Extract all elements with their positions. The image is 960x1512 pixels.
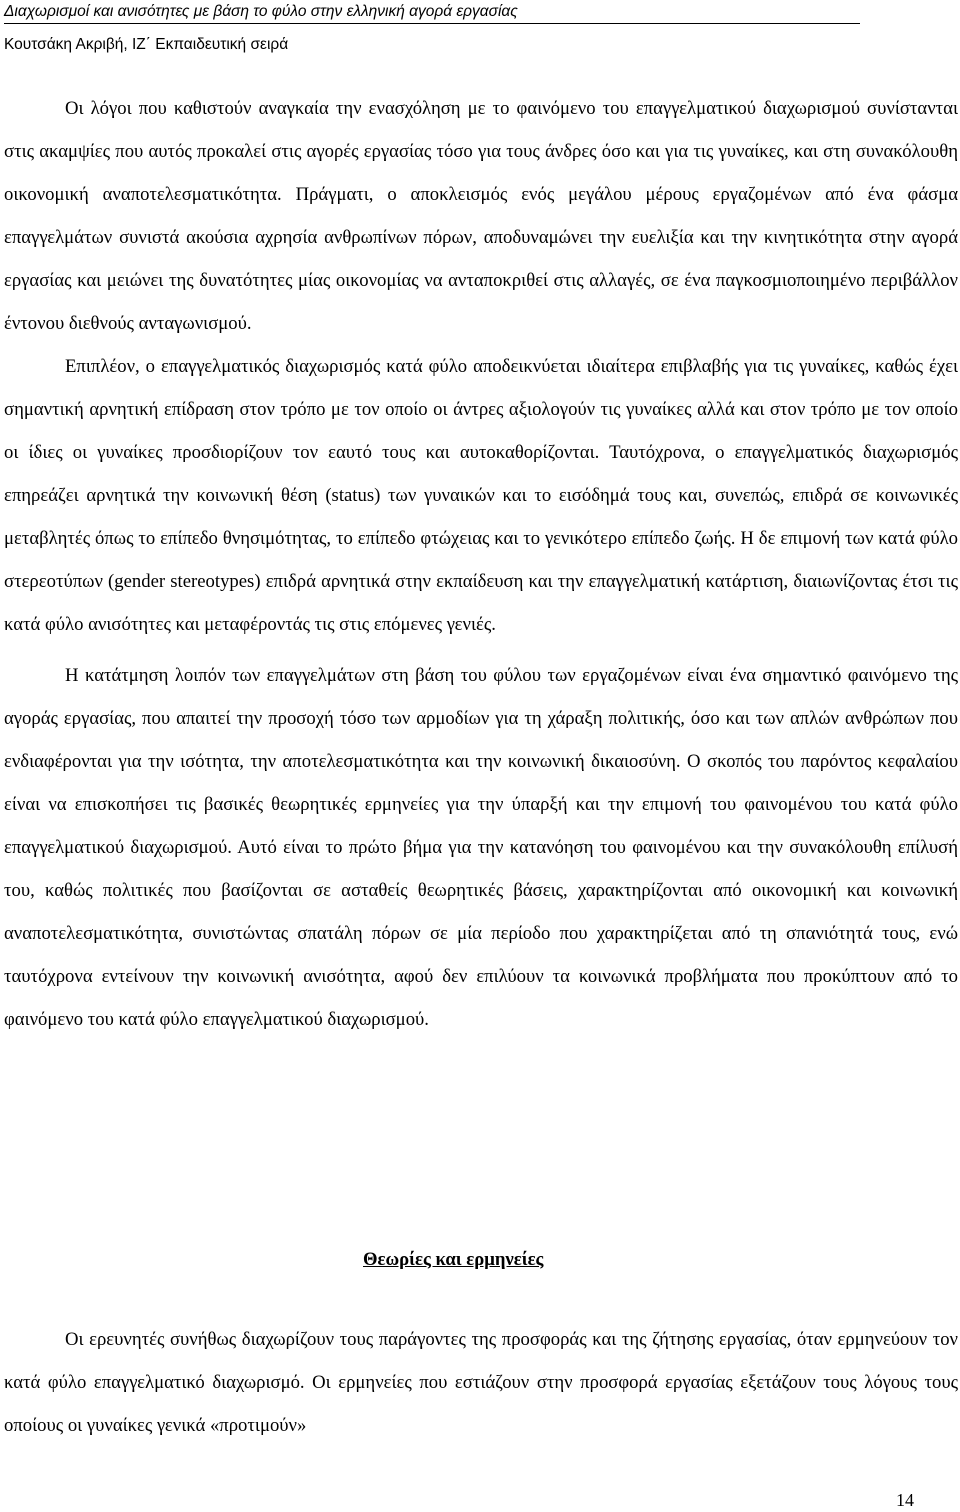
section-heading: Θεωρίες και ερμηνείες [363,1249,544,1270]
paragraph: Οι λόγοι που καθιστούν αναγκαία την ενασχόληση με το φαινόμενο του επαγγελματικού διαχωρισμού συνίστανται στις ακαμψίες που αυτός προκαλεί στις αγορές εργασίας τόσο για τους άνδρες όσο και για τις γυναίκες, και στη συνακόλουθη οικονομική αναποτελεσματικότητα. Πράγματι, ο αποκλεισμός ενός μεγάλου μέρους εργαζομένων από ένα φάσμα επαγγελμάτων συνιστά ακούσια αχρησία ανθρωπίνων πόρων, αποδυναμώνει την ευελιξία και την κινητικότητα στην αγορά εργασίας και μειώνει της δυνατότητες μίας οικονομίας να ανταποκριθεί στις αλλαγές, σε ένα παγκοσμιοποιημένο περιβάλλον έντονου διεθνούς ανταγωνισμού. [4,98,958,334]
author-series-line: Κουτσάκη Ακριβή, ΙΖ΄ Εκπαιδευτική σειρά [4,36,289,53]
page-number: 14 [896,1490,914,1510]
body-text [4,87,958,1041]
paragraph: Οι ερευνητές συνήθως διαχωρίζουν τους παράγοντες της προσφοράς και της ζήτησης εργασίας, όταν ερμηνεύουν τον κατά φύλο επαγγελματικό διαχωρισμό. Οι ερμηνείες που εστιάζουν στην προσφορά εργασίας εξετάζουν τους λόγους τους οποίους οι γυναίκες γενικά «προτιμούν» [4,1329,958,1436]
paragraph: Επιπλέον, ο επαγγελματικός διαχωρισμός κατά φύλο αποδεικνύεται ιδιαίτερα επιβλαβής για τις γυναίκες, καθώς έχει σημαντική αρνητική επίδραση στον τρόπο με τον οποίο οι άντρες αξιολογούν τις γυναίκες αλλά και στον τρόπο με τον οποίο οι ίδιες οι γυναίκες προσδιορίζουν τον εαυτό τους και αυτοκαθορίζονται. Ταυτόχρονα, ο επαγγελματικός διαχωρισμός επηρεάζει αρνητικά την κοινωνική θέση (status) των γυναικών και το εισόδημά τους και, συνεπώς, επιδρά σε κοινωνικές μεταβλητές όπως το επίπεδο θνησιμότητας, το επίπεδο φτώχειας και το γενικότερο επίπεδο ζωής. Η δε επιμονή των κατά φύλο στερεοτύπων (gender stereotypes) επιδρά αρνητικά στην εκπαίδευση και την επαγγελματική κατάρτιση, διαιωνίζοντας έτσι τις κατά φύλο ανισότητες και μεταφέροντάς τις στις επόμενες γενιές. [4,356,958,635]
paragraph: Η κατάτμηση λοιπόν των επαγγελμάτων στη βάση του φύλου των εργαζομένων είναι ένα σημαντικό φαινόμενο της αγοράς εργασίας, που απαιτεί την προσοχή τόσο των αρμοδίων για τη χάραξη πολιτικής, όσο και των απλών ανθρώπων που ενδιαφέρονται για την ισότητα, την αποτελεσματικότητα και την κοινωνική δικαιοσύνη. Ο σκοπός του παρόντος κεφαλαίου είναι να επισκοπήσει τις βασικές θεωρητικές ερμηνείες για την ύπαρξή και την επιμονή του φαινομένου του κατά φύλο επαγγελματικού διαχωρισμού. Αυτό είναι το πρώτο βήμα για την κατανόηση του φαινομένου και την συνακόλουθη επίλυσή του, καθώς πολιτικές που βασίζονται σε ασταθείς θεωρητικές βάσεις, χαρακτηρίζονται από οικονομική και κοινωνική αναποτελεσματικότητα, συνιστώντας σπατάλη πόρων σε μία περίοδο που χαρακτηρίζεται από τη σπανιότητά τους, ενώ ταυτόχρονα εντείνουν την κοινωνική ανισότητα, αφού δεν επιλύουν τα κοινωνικά προβλήματα που προκύπτουν από το φαινόμενο του κατά φύλο επαγγελματικού διαχωρισμού. [4,665,958,1030]
section-body [4,1318,958,1447]
running-title: Διαχωρισμοί και ανισότητες με βάση το φύλο στην ελληνική αγορά εργασίας [4,2,860,24]
